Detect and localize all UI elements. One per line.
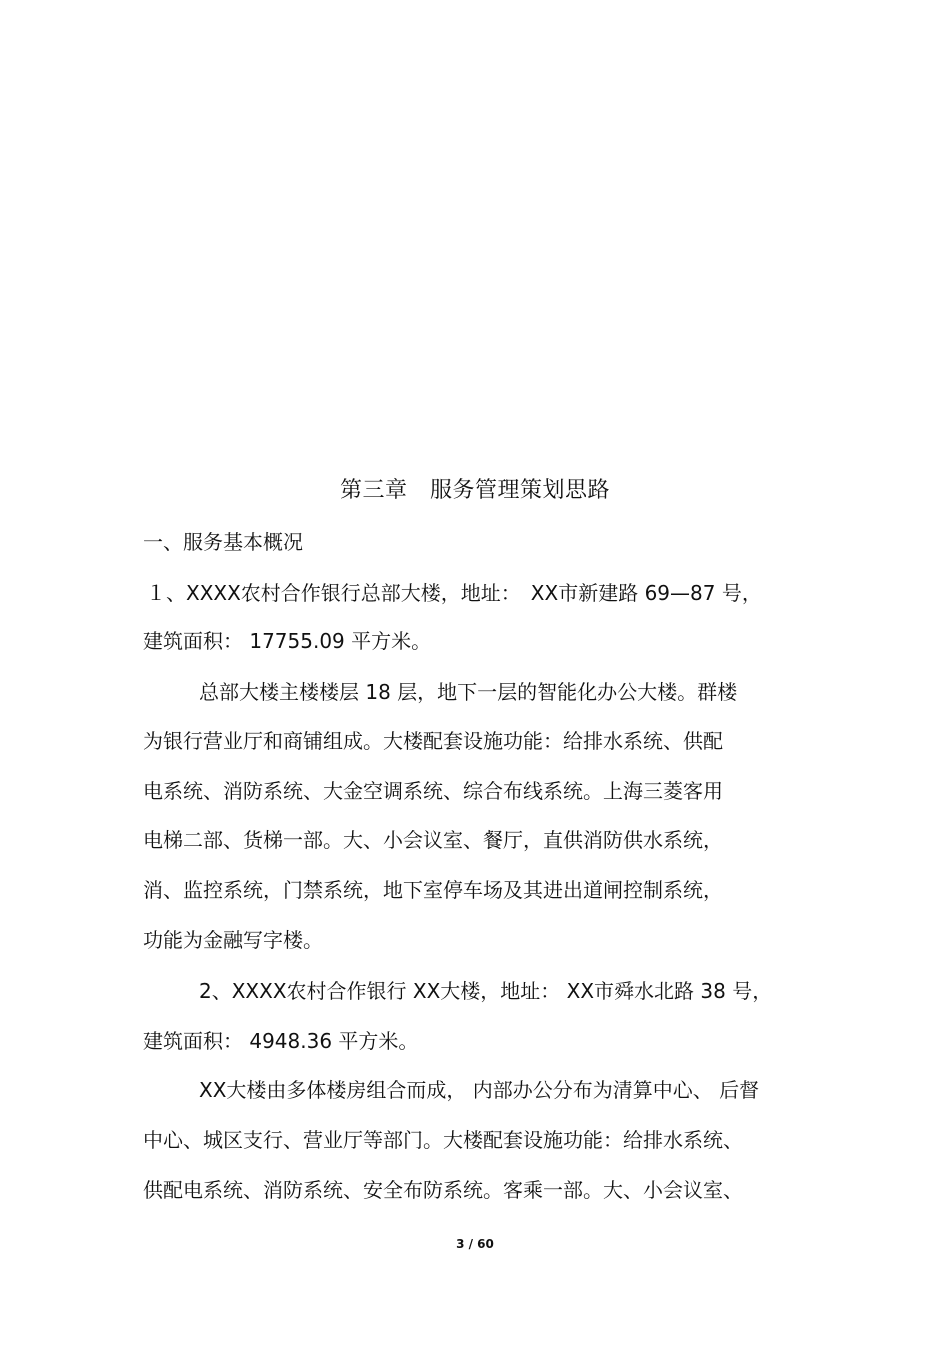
item1-description-line: 功能为金融写字楼。 — [143, 928, 323, 952]
item1-description-line: 为银行营业厅和商铺组成。大楼配套设施功能：给排水系统、供配 — [143, 729, 723, 753]
section-heading: 一、服务基本概况 — [143, 530, 303, 554]
item1-description-line: 电梯二部、货梯一部。大、小会议室、餐厅，直供消防供水系统， — [143, 828, 723, 852]
page-number: 3 / 60 — [456, 1237, 494, 1251]
item1-description-line: 电系统、消防系统、大金空调系统、综合布线系统。上海三菱客用 — [143, 779, 723, 803]
item1-line2: 建筑面积： 17755.09 平方米。 — [143, 629, 432, 653]
chapter-title: 第三章 服务管理策划思路 — [339, 478, 610, 503]
item2-description-line: 中心、城区支行、营业厅等部门。大楼配套设施功能：给排水系统、 — [143, 1128, 743, 1152]
item2-description-line: XX大楼由多体楼房组合而成， 内部办公分布为清算中心、 后督 — [199, 1078, 760, 1102]
item2-description-line: 供配电系统、消防系统、安全布防系统。客乘一部。大、小会议室、 — [143, 1178, 743, 1202]
item1-description-line: 总部大楼主楼楼层 18 层，地下一层的智能化办公大楼。群楼 — [199, 680, 738, 704]
item2-line2: 建筑面积： 4948.36 平方米。 — [143, 1029, 419, 1053]
item1-line1: １、XXXX农村合作银行总部大楼，地址： XX市新建路 69—87 号， — [146, 581, 762, 605]
item1-description-line: 消、监控系统，门禁系统，地下室停车场及其进出道闸控制系统， — [143, 878, 723, 902]
item2-line1: 2、XXXX农村合作银行 XX大楼，地址： XX市舜水北路 38 号， — [199, 979, 773, 1003]
